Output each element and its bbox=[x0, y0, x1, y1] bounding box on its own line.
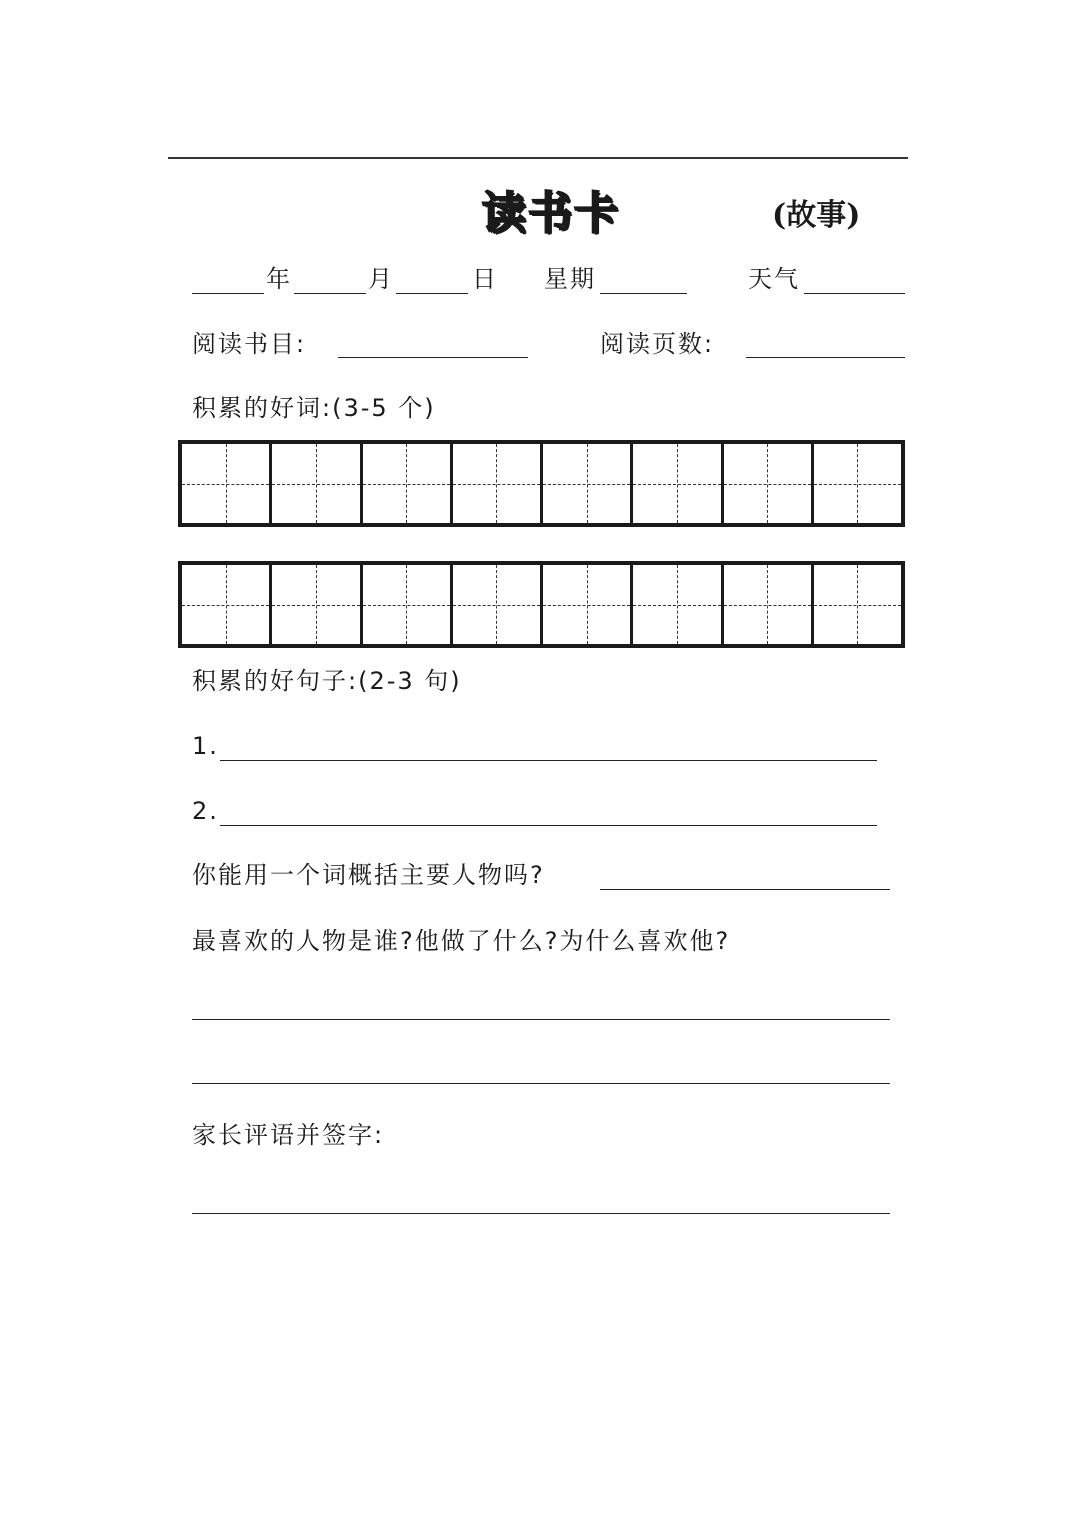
sentence-blank-1[interactable] bbox=[220, 760, 877, 761]
parent-comment-line[interactable] bbox=[192, 1213, 890, 1214]
weather-label: 天气 bbox=[748, 265, 800, 293]
good-sentences-label: 积累的好句子:(2-3 句) bbox=[192, 667, 462, 695]
main-character-blank[interactable] bbox=[600, 889, 890, 890]
card-subtitle: (故事) bbox=[772, 198, 861, 233]
weekday-blank[interactable] bbox=[600, 293, 687, 294]
grid-cell[interactable] bbox=[363, 565, 453, 644]
month-label: 月 bbox=[368, 265, 394, 293]
favorite-character-question: 最喜欢的人物是谁?他做了什么?为什么喜欢他? bbox=[192, 927, 731, 955]
favorite-answer-line-1[interactable] bbox=[192, 1019, 890, 1020]
good-words-label: 积累的好词:(3-5 个) bbox=[192, 394, 436, 422]
grid-cell[interactable] bbox=[543, 565, 633, 644]
grid-cell[interactable] bbox=[453, 565, 543, 644]
sentence-number-2: 2. bbox=[192, 797, 219, 825]
grid-cell[interactable] bbox=[724, 444, 814, 523]
month-blank[interactable] bbox=[294, 293, 366, 294]
card-title: 读书卡 bbox=[482, 188, 620, 239]
pages-read-blank[interactable] bbox=[746, 357, 905, 358]
word-grid-row-2 bbox=[178, 561, 905, 648]
pages-read-label: 阅读页数: bbox=[600, 330, 715, 358]
weather-blank[interactable] bbox=[804, 293, 905, 294]
main-character-question: 你能用一个词概括主要人物吗? bbox=[192, 861, 545, 889]
weekday-label: 星期 bbox=[544, 265, 596, 293]
sentence-number-1: 1. bbox=[192, 732, 219, 760]
grid-cell[interactable] bbox=[272, 565, 362, 644]
parent-comment-label: 家长评语并签字: bbox=[192, 1121, 385, 1149]
top-divider bbox=[168, 157, 908, 159]
grid-cell[interactable] bbox=[363, 444, 453, 523]
grid-cell[interactable] bbox=[543, 444, 633, 523]
grid-cell[interactable] bbox=[453, 444, 543, 523]
day-blank[interactable] bbox=[396, 293, 468, 294]
grid-cell[interactable] bbox=[633, 444, 723, 523]
grid-cell[interactable] bbox=[724, 565, 814, 644]
book-title-blank[interactable] bbox=[338, 357, 528, 358]
year-label: 年 bbox=[266, 265, 292, 293]
day-label: 日 bbox=[472, 265, 498, 293]
grid-cell[interactable] bbox=[633, 565, 723, 644]
sentence-blank-2[interactable] bbox=[220, 825, 877, 826]
book-title-label: 阅读书目: bbox=[192, 330, 307, 358]
grid-cell[interactable] bbox=[182, 565, 272, 644]
word-grid-row-1 bbox=[178, 440, 905, 527]
favorite-answer-line-2[interactable] bbox=[192, 1083, 890, 1084]
grid-cell[interactable] bbox=[272, 444, 362, 523]
grid-cell[interactable] bbox=[814, 565, 901, 644]
grid-cell[interactable] bbox=[814, 444, 901, 523]
year-blank[interactable] bbox=[192, 293, 264, 294]
grid-cell[interactable] bbox=[182, 444, 272, 523]
